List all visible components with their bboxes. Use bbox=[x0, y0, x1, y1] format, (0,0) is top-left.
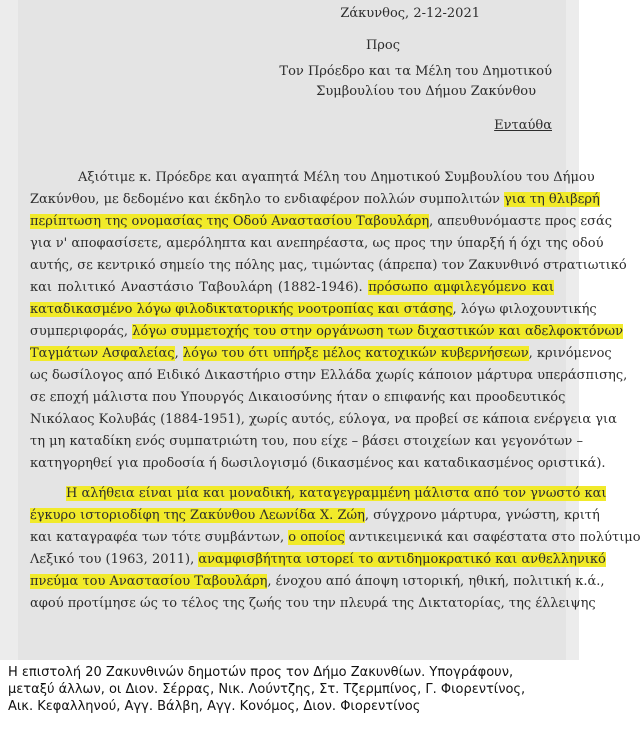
highlighted-text: περίπτωση της ονομασίας της Οδού Αναστασίου Ταβουλάρη bbox=[30, 214, 430, 229]
letter-line: για ν' αποφασίσετε, αμερόληπτα και ανεπηρέαστα, ως προς την ύπαρξή ή όχι της οδού bbox=[30, 236, 604, 251]
highlighted-text: λόγω συμμετοχής του στην οργάνωση των διχαστικών και αδελφοκτόνων bbox=[132, 324, 623, 339]
letter-entautha: Ενταύθα bbox=[494, 118, 552, 133]
letter-line-text: αντικειμενικά και σαφέστατα στο πολύτιμο bbox=[344, 530, 641, 545]
highlighted-text: πρόσωπο αμφιλεγόμενο και bbox=[368, 280, 554, 295]
letter-line bbox=[18, 346, 612, 362]
highlighted-text: αναμφισβήτητα ιστορεί το αντιδημοκρατικό και ανθελληνικό bbox=[198, 552, 606, 567]
letter-line bbox=[18, 192, 600, 208]
letter-line bbox=[18, 486, 607, 502]
letter-date: Ζάκυνθος, 2-12-2021 bbox=[340, 6, 480, 21]
letter-line-text: Λεξικό του (1963, 2011), bbox=[30, 552, 199, 567]
letter-line bbox=[18, 324, 623, 340]
letter-line: σε εποχή μάλιστα που Υπουργός Δικαιοσύνης ήταν ο επιφανής και προοδευτικός bbox=[30, 390, 566, 405]
letter-line-text: , απευθυνόμαστε προς εσάς bbox=[429, 214, 613, 229]
letter-recipient-line-2: Συμβουλίου του Δήμου Ζακύνθου bbox=[316, 84, 536, 99]
letter-pros: Προς bbox=[365, 38, 401, 53]
letter-line bbox=[18, 574, 605, 590]
letter-recipient-line-1: Τον Πρόεδρο και τα Μέλη του Δημοτικού bbox=[279, 64, 552, 79]
letter-line-text: , σύγχρονο μάρτυρα, γνώστη, κριτή bbox=[364, 508, 600, 523]
letter-line-text: και καταγραφέα των τότε συμβάντων, bbox=[30, 530, 289, 545]
highlighted-text: έγκυρο ιστοριοδίφη της Ζακύνθου Λεωνίδα Χ. Ζώη bbox=[30, 508, 365, 523]
highlighted-text: ο οποίος bbox=[288, 530, 345, 545]
highlighted-text: καταδικασμένο λόγω φιλοδικτατορικής νοοτροπίας και στάσης bbox=[30, 302, 453, 317]
letter-line-text: , bbox=[174, 346, 183, 361]
letter-line: αφού προτίμησε ώς το τέλος της ζωής του την πλευρά της Δικτατορίας, της έλλειψης bbox=[30, 596, 596, 611]
letter-line-text: , λόγω φιλοχουντικής bbox=[452, 302, 597, 317]
letter-line-text: , κρινόμενος bbox=[528, 346, 612, 361]
letter-line bbox=[18, 280, 566, 296]
highlighted-text: για τη θλιβερή bbox=[504, 192, 600, 207]
letter-line-text: συμπεριφοράς, bbox=[30, 324, 133, 339]
caption-line: Η επιστολή 20 Ζακυνθινών δημοτών προς τον Δήμο Ζακυνθίων. Υπογράφουν, bbox=[8, 665, 514, 680]
letter-line bbox=[18, 302, 597, 318]
letter-line: κατηγορηθεί για προδοσία ή δωσιλογισμό (δικασμένος και καταδικασμένος οριστικά). bbox=[30, 456, 606, 471]
caption-line: μεταξύ άλλων, οι Διον. Σέρρας, Νικ. Λούντζης, Στ. Τζερμπίνος, Γ. Φιορεντίνος, bbox=[8, 682, 526, 697]
letter-page bbox=[18, 0, 641, 660]
letter-line: αυτής, σε κεντρικό σημείο της πόλης μας, τιμώντας (άπρεπα) τον Ζακυνθινό στρατιωτικό bbox=[30, 258, 627, 273]
highlighted-text: Ταγμάτων Ασφαλείας bbox=[30, 346, 175, 361]
highlighted-text: πνεύμα του Αναστασίου Ταβουλάρη bbox=[30, 574, 268, 589]
letter-line: Νικόλαος Κολυβάς (1884-1951), χωρίς αυτός, εύλογα, να προβεί σε κάποια ενέργεια για bbox=[30, 412, 617, 427]
letter-line-text: Ζακύνθου, με δεδομένο και έκδηλο το ενδιαφέρον πολλών συμπολιτών bbox=[30, 192, 505, 207]
letter-line-text: και πολιτικό Αναστάσιο Ταβουλάρη (1882-1946). bbox=[30, 280, 369, 295]
letter-line-text: , ένοχου από άποψη ιστορική, ηθική, πολιτική κ.ά., bbox=[267, 574, 605, 589]
letter-line bbox=[18, 552, 606, 568]
letter-line bbox=[18, 508, 600, 524]
letter-line: ως δωσίλογος από Ειδικό Δικαστήριο στην Ελλάδα χωρίς κάποιον μάρτυρα υπεράσπισης, bbox=[30, 368, 628, 383]
highlighted-text: λόγω του ότι υπήρξε μέλος κατοχικών κυβερνήσεων bbox=[182, 346, 529, 361]
caption-line: Αικ. Κεφαλληνού, Αγγ. Βάλβη, Αγγ. Κονόμος, Διον. Φιορεντίνος bbox=[8, 699, 421, 714]
letter-line bbox=[18, 530, 641, 546]
letter-line: τη μη καταδίκη ενός συμπατριώτη του, που είχε – βάσει στοιχείων και γεγονότων – bbox=[30, 434, 583, 449]
image-caption bbox=[8, 664, 573, 715]
letter-line bbox=[18, 214, 613, 230]
letter-line: Αξιότιμε κ. Πρόεδρε και αγαπητά Μέλη του Δημοτικού Συμβουλίου του Δήμου bbox=[78, 170, 595, 185]
highlighted-text: Η αλήθεια είναι μία και μοναδική, καταγεγραμμένη μάλιστα από τον γνωστό και bbox=[66, 486, 607, 501]
